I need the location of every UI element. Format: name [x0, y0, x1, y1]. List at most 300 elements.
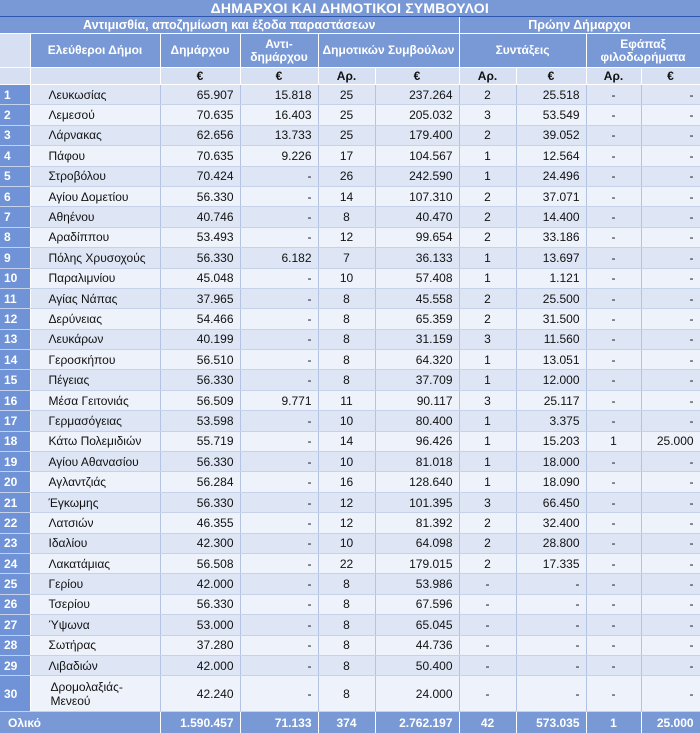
mayor-euro: 62.656	[160, 125, 240, 145]
pensions-count: -	[459, 594, 516, 614]
table-row	[0, 309, 700, 329]
mayor-euro: 40.746	[160, 207, 240, 227]
pensions-count: 1	[459, 146, 516, 166]
councillors-count: 12	[318, 492, 375, 512]
table-row	[0, 472, 700, 492]
lump-sum-euro: -	[641, 594, 700, 614]
lump-sum-count: -	[586, 125, 641, 145]
mayor-euro: 70.635	[160, 105, 240, 125]
column-header-pensions: Συντάξεις	[459, 34, 586, 68]
mayor-euro: 42.240	[160, 676, 240, 712]
councillors-euro: 179.400	[375, 125, 459, 145]
pensions-count: 2	[459, 309, 516, 329]
deputy-mayor-euro: -	[240, 594, 318, 614]
councillors-count: 8	[318, 594, 375, 614]
row-index: 28	[0, 635, 30, 655]
pensions-count: 2	[459, 207, 516, 227]
pensions-count: 2	[459, 125, 516, 145]
table-row	[0, 676, 700, 712]
councillors-count: 8	[318, 329, 375, 349]
lump-sum-count: -	[586, 186, 641, 206]
lump-sum-count: -	[586, 166, 641, 186]
municipality-name: Γεροσκήπου	[30, 350, 160, 370]
councillors-count: 10	[318, 268, 375, 288]
row-index: 27	[0, 615, 30, 635]
column-header-deputy-mayor: Αντι-δημάρχου	[240, 34, 318, 68]
pensions-euro: 18.090	[516, 472, 586, 492]
table-row	[0, 166, 700, 186]
councillors-euro: 64.320	[375, 350, 459, 370]
municipality-name: Έγκωμης	[30, 492, 160, 512]
lump-sum-euro: -	[641, 655, 700, 675]
pensions-count: 2	[459, 186, 516, 206]
row-index: 4	[0, 146, 30, 166]
deputy-mayor-euro: -	[240, 676, 318, 712]
lump-sum-count: -	[586, 207, 641, 227]
table-row	[0, 411, 700, 431]
deputy-mayor-euro: 9.771	[240, 390, 318, 410]
councillors-euro: 104.567	[375, 146, 459, 166]
councillors-euro: 242.590	[375, 166, 459, 186]
pensions-count: 3	[459, 105, 516, 125]
lump-sum-count: -	[586, 676, 641, 712]
pensions-euro: 39.052	[516, 125, 586, 145]
municipality-name: Πάφου	[30, 146, 160, 166]
pensions-count: -	[459, 615, 516, 635]
deputy-mayor-euro: -	[240, 370, 318, 390]
lump-sum-euro: -	[641, 207, 700, 227]
lump-sum-count: -	[586, 85, 641, 105]
councillors-euro: 80.400	[375, 411, 459, 431]
pensions-count: 1	[459, 370, 516, 390]
table-row	[0, 655, 700, 675]
councillors-euro: 64.098	[375, 533, 459, 553]
row-index: 24	[0, 553, 30, 573]
councillors-euro: 96.426	[375, 431, 459, 451]
mayor-euro: 65.907	[160, 85, 240, 105]
deputy-mayor-euro: -	[240, 186, 318, 206]
mayor-euro: 56.330	[160, 248, 240, 268]
column-header-mayor: Δημάρχου	[160, 34, 240, 68]
councillors-euro: 57.408	[375, 268, 459, 288]
row-index: 10	[0, 268, 30, 288]
pensions-euro: 13.051	[516, 350, 586, 370]
table-row	[0, 574, 700, 594]
lump-sum-euro: -	[641, 105, 700, 125]
councillors-count: 25	[318, 125, 375, 145]
mayor-euro: 56.284	[160, 472, 240, 492]
municipality-name: Στροβόλου	[30, 166, 160, 186]
municipality-name: Λευκάρων	[30, 329, 160, 349]
municipality-name: Κάτω Πολεμιδιών	[30, 431, 160, 451]
unit-councillors-count: Αρ.	[318, 68, 375, 85]
deputy-mayor-euro: -	[240, 227, 318, 247]
deputy-mayor-euro: -	[240, 615, 318, 635]
pensions-euro: -	[516, 615, 586, 635]
pensions-euro: 1.121	[516, 268, 586, 288]
pensions-count: -	[459, 655, 516, 675]
municipality-name: Αγίας Νάπας	[30, 288, 160, 308]
municipality-name: Πέγειας	[30, 370, 160, 390]
councillors-count: 12	[318, 513, 375, 533]
column-header-councillors: Δημοτικών Συμβούλων	[318, 34, 459, 68]
municipality-name: Λακατάμιας	[30, 553, 160, 573]
lump-sum-count: -	[586, 248, 641, 268]
row-index: 8	[0, 227, 30, 247]
lump-sum-count: -	[586, 329, 641, 349]
councillors-euro: 107.310	[375, 186, 459, 206]
councillors-count: 10	[318, 411, 375, 431]
councillors-count: 10	[318, 452, 375, 472]
mayor-euro: 37.280	[160, 635, 240, 655]
unit-blank-index	[0, 68, 30, 85]
table-row	[0, 615, 700, 635]
pensions-euro: 66.450	[516, 492, 586, 512]
row-index: 26	[0, 594, 30, 614]
lump-sum-euro: -	[641, 574, 700, 594]
total-lump-sum-euro: 25.000	[641, 712, 700, 733]
lump-sum-euro: -	[641, 268, 700, 288]
table-row	[0, 125, 700, 145]
row-index: 1	[0, 85, 30, 105]
councillors-count: 8	[318, 350, 375, 370]
lump-sum-count: -	[586, 615, 641, 635]
lump-sum-count: -	[586, 472, 641, 492]
deputy-mayor-euro: 13.733	[240, 125, 318, 145]
municipality-name: Λιβαδιών	[30, 655, 160, 675]
pensions-count: 3	[459, 329, 516, 349]
municipality-name: Αραδίππου	[30, 227, 160, 247]
lump-sum-count: -	[586, 268, 641, 288]
deputy-mayor-euro: -	[240, 492, 318, 512]
unit-pensions-euro: €	[516, 68, 586, 85]
pensions-count: 1	[459, 268, 516, 288]
councillors-euro: 81.392	[375, 513, 459, 533]
pensions-count: 1	[459, 248, 516, 268]
municipality-name: Πόλης Χρυσοχούς	[30, 248, 160, 268]
municipality-name: Σωτήρας	[30, 635, 160, 655]
councillors-count: 14	[318, 186, 375, 206]
mayor-euro: 56.330	[160, 370, 240, 390]
row-index: 22	[0, 513, 30, 533]
pensions-euro: 37.071	[516, 186, 586, 206]
deputy-mayor-euro: -	[240, 553, 318, 573]
row-index: 21	[0, 492, 30, 512]
deputy-mayor-euro: -	[240, 655, 318, 675]
pensions-euro: -	[516, 635, 586, 655]
pensions-count: 1	[459, 166, 516, 186]
pensions-euro: 25.500	[516, 288, 586, 308]
lump-sum-count: -	[586, 655, 641, 675]
municipality-name: Λευκωσίας	[30, 85, 160, 105]
councillors-euro: 237.264	[375, 85, 459, 105]
total-councillors-count: 374	[318, 712, 375, 733]
pensions-count: 2	[459, 553, 516, 573]
table-row	[0, 248, 700, 268]
mayor-euro: 42.000	[160, 574, 240, 594]
councillors-euro: 65.359	[375, 309, 459, 329]
municipality-name: Αγλαντζιάς	[30, 472, 160, 492]
mayor-euro: 42.300	[160, 533, 240, 553]
pensions-euro: 33.186	[516, 227, 586, 247]
municipality-name: Αγίου Αθανασίου	[30, 452, 160, 472]
lump-sum-euro: -	[641, 390, 700, 410]
councillors-count: 8	[318, 207, 375, 227]
table-row	[0, 288, 700, 308]
councillors-euro: 24.000	[375, 676, 459, 712]
pensions-euro: -	[516, 655, 586, 675]
lump-sum-euro: -	[641, 553, 700, 573]
row-index: 23	[0, 533, 30, 553]
councillors-count: 8	[318, 676, 375, 712]
lump-sum-count: -	[586, 553, 641, 573]
pensions-count: -	[459, 635, 516, 655]
deputy-mayor-euro: -	[240, 431, 318, 451]
lump-sum-euro: -	[641, 329, 700, 349]
pensions-count: 2	[459, 533, 516, 553]
mayor-euro: 53.000	[160, 615, 240, 635]
pensions-euro: 14.400	[516, 207, 586, 227]
lump-sum-count: -	[586, 411, 641, 431]
lump-sum-count: -	[586, 574, 641, 594]
table-row	[0, 513, 700, 533]
municipality-name: Μέσα Γειτονιάς	[30, 390, 160, 410]
pensions-count: 2	[459, 513, 516, 533]
councillors-count: 17	[318, 146, 375, 166]
unit-lump-sum-count: Αρ.	[586, 68, 641, 85]
lump-sum-count: -	[586, 146, 641, 166]
deputy-mayor-euro: -	[240, 574, 318, 594]
row-index: 12	[0, 309, 30, 329]
pensions-euro: 32.400	[516, 513, 586, 533]
mayor-euro: 45.048	[160, 268, 240, 288]
lump-sum-euro: -	[641, 186, 700, 206]
unit-lump-sum-euro: €	[641, 68, 700, 85]
table-row	[0, 533, 700, 553]
lump-sum-count: -	[586, 350, 641, 370]
councillors-euro: 101.395	[375, 492, 459, 512]
lump-sum-euro: -	[641, 166, 700, 186]
deputy-mayor-euro: -	[240, 350, 318, 370]
mayor-euro: 70.635	[160, 146, 240, 166]
deputy-mayor-euro: 15.818	[240, 85, 318, 105]
lump-sum-euro: -	[641, 288, 700, 308]
index-header-blank	[0, 34, 30, 68]
pensions-euro: 25.518	[516, 85, 586, 105]
table-row	[0, 431, 700, 451]
deputy-mayor-euro: -	[240, 635, 318, 655]
lump-sum-euro: -	[641, 350, 700, 370]
lump-sum-euro: -	[641, 533, 700, 553]
councillors-euro: 44.736	[375, 635, 459, 655]
pensions-euro: 12.564	[516, 146, 586, 166]
councillors-euro: 99.654	[375, 227, 459, 247]
row-index: 25	[0, 574, 30, 594]
table-row	[0, 105, 700, 125]
councillors-euro: 179.015	[375, 553, 459, 573]
lump-sum-count: -	[586, 390, 641, 410]
mayor-euro: 56.509	[160, 390, 240, 410]
councillors-count: 25	[318, 105, 375, 125]
lump-sum-count: -	[586, 227, 641, 247]
row-index: 30	[0, 676, 30, 712]
municipality-name: Λεμεσού	[30, 105, 160, 125]
councillors-count: 26	[318, 166, 375, 186]
lump-sum-count: -	[586, 594, 641, 614]
pensions-count: -	[459, 676, 516, 712]
lump-sum-euro: 25.000	[641, 431, 700, 451]
table-row	[0, 370, 700, 390]
mayor-euro: 55.719	[160, 431, 240, 451]
total-label: Ολικό	[0, 712, 160, 733]
row-index: 6	[0, 186, 30, 206]
mayor-euro: 70.424	[160, 166, 240, 186]
councillors-euro: 90.117	[375, 390, 459, 410]
pensions-euro: 15.203	[516, 431, 586, 451]
councillors-euro: 205.032	[375, 105, 459, 125]
pensions-count: 3	[459, 492, 516, 512]
councillors-count: 12	[318, 227, 375, 247]
total-mayor: 1.590.457	[160, 712, 240, 733]
councillors-count: 7	[318, 248, 375, 268]
councillors-count: 16	[318, 472, 375, 492]
lump-sum-euro: -	[641, 635, 700, 655]
deputy-mayor-euro: -	[240, 207, 318, 227]
total-pensions-euro: 573.035	[516, 712, 586, 733]
table-row	[0, 553, 700, 573]
unit-deputy-euro: €	[240, 68, 318, 85]
unit-pensions-count: Αρ.	[459, 68, 516, 85]
table-title: ΔΗΜΑΡΧΟΙ ΚΑΙ ΔΗΜΟΤΙΚΟΙ ΣΥΜΒΟΥΛΟΙ	[0, 0, 700, 17]
deputy-mayor-euro: -	[240, 472, 318, 492]
row-index: 2	[0, 105, 30, 125]
pensions-euro: 28.800	[516, 533, 586, 553]
pensions-count: 1	[459, 411, 516, 431]
lump-sum-count: -	[586, 452, 641, 472]
total-councillors-euro: 2.762.197	[375, 712, 459, 733]
mayor-euro: 56.330	[160, 594, 240, 614]
table-body	[0, 85, 700, 712]
unit-blank-name	[30, 68, 160, 85]
table-row	[0, 227, 700, 247]
row-index: 9	[0, 248, 30, 268]
lump-sum-euro: -	[641, 452, 700, 472]
deputy-mayor-euro: -	[240, 268, 318, 288]
pensions-euro: -	[516, 594, 586, 614]
lump-sum-count: -	[586, 288, 641, 308]
pensions-euro: -	[516, 574, 586, 594]
lump-sum-euro: -	[641, 309, 700, 329]
councillors-euro: 50.400	[375, 655, 459, 675]
lump-sum-euro: -	[641, 146, 700, 166]
table-row	[0, 207, 700, 227]
councillors-count: 10	[318, 533, 375, 553]
unit-councillors-euro: €	[375, 68, 459, 85]
deputy-mayor-euro: 16.403	[240, 105, 318, 125]
councillors-count: 8	[318, 574, 375, 594]
pensions-count: -	[459, 574, 516, 594]
table-row	[0, 186, 700, 206]
lump-sum-count: -	[586, 513, 641, 533]
table-row	[0, 268, 700, 288]
table-row	[0, 329, 700, 349]
deputy-mayor-euro: -	[240, 411, 318, 431]
lump-sum-count: -	[586, 635, 641, 655]
councillors-euro: 37.709	[375, 370, 459, 390]
municipality-name: Ύψωνα	[30, 615, 160, 635]
row-index: 16	[0, 390, 30, 410]
row-index: 20	[0, 472, 30, 492]
total-deputy-mayor: 71.133	[240, 712, 318, 733]
councillors-euro: 31.159	[375, 329, 459, 349]
pensions-euro: 31.500	[516, 309, 586, 329]
lump-sum-count: -	[586, 492, 641, 512]
councillors-euro: 36.133	[375, 248, 459, 268]
councillors-euro: 65.045	[375, 615, 459, 635]
mayor-euro: 56.330	[160, 186, 240, 206]
municipality-name: Γερμασόγειας	[30, 411, 160, 431]
councillors-count: 8	[318, 309, 375, 329]
pensions-euro: -	[516, 676, 586, 712]
row-index: 5	[0, 166, 30, 186]
row-index: 7	[0, 207, 30, 227]
councillors-count: 8	[318, 655, 375, 675]
table-row	[0, 594, 700, 614]
lump-sum-euro: -	[641, 492, 700, 512]
mayor-euro: 42.000	[160, 655, 240, 675]
table-row	[0, 635, 700, 655]
mayor-euro: 53.493	[160, 227, 240, 247]
lump-sum-euro: -	[641, 125, 700, 145]
mayor-euro: 54.466	[160, 309, 240, 329]
total-lump-sum-count: 1	[586, 712, 641, 733]
row-index: 18	[0, 431, 30, 451]
municipality-name: Παραλιμνίου	[30, 268, 160, 288]
lump-sum-count: -	[586, 370, 641, 390]
pensions-euro: 24.496	[516, 166, 586, 186]
lump-sum-euro: -	[641, 472, 700, 492]
mayor-euro: 56.510	[160, 350, 240, 370]
mayor-euro: 56.330	[160, 452, 240, 472]
table-row	[0, 85, 700, 105]
municipality-name: Δρομολαξιάς-Μενεού	[30, 676, 160, 712]
deputy-mayor-euro: 9.226	[240, 146, 318, 166]
councillors-count: 8	[318, 615, 375, 635]
deputy-mayor-euro: 6.182	[240, 248, 318, 268]
pensions-count: 2	[459, 288, 516, 308]
group-header-current: Αντιμισθία, αποζημίωση και έξοδα παραστάσεων	[0, 17, 459, 34]
councillors-count: 8	[318, 635, 375, 655]
councillors-count: 8	[318, 370, 375, 390]
table-row	[0, 350, 700, 370]
councillors-euro: 53.986	[375, 574, 459, 594]
mayor-euro: 46.355	[160, 513, 240, 533]
total-pensions-count: 42	[459, 712, 516, 733]
councillors-count: 25	[318, 85, 375, 105]
municipality-name: Τσερίου	[30, 594, 160, 614]
lump-sum-euro: -	[641, 248, 700, 268]
municipality-name: Λατσιών	[30, 513, 160, 533]
pensions-count: 3	[459, 390, 516, 410]
pensions-euro: 18.000	[516, 452, 586, 472]
unit-mayor-euro: €	[160, 68, 240, 85]
table-row	[0, 146, 700, 166]
mayor-euro: 56.330	[160, 492, 240, 512]
column-header-municipality: Ελεύθεροι Δήμοι	[30, 34, 160, 68]
row-index: 29	[0, 655, 30, 675]
councillors-count: 22	[318, 553, 375, 573]
municipality-name: Λάρνακας	[30, 125, 160, 145]
